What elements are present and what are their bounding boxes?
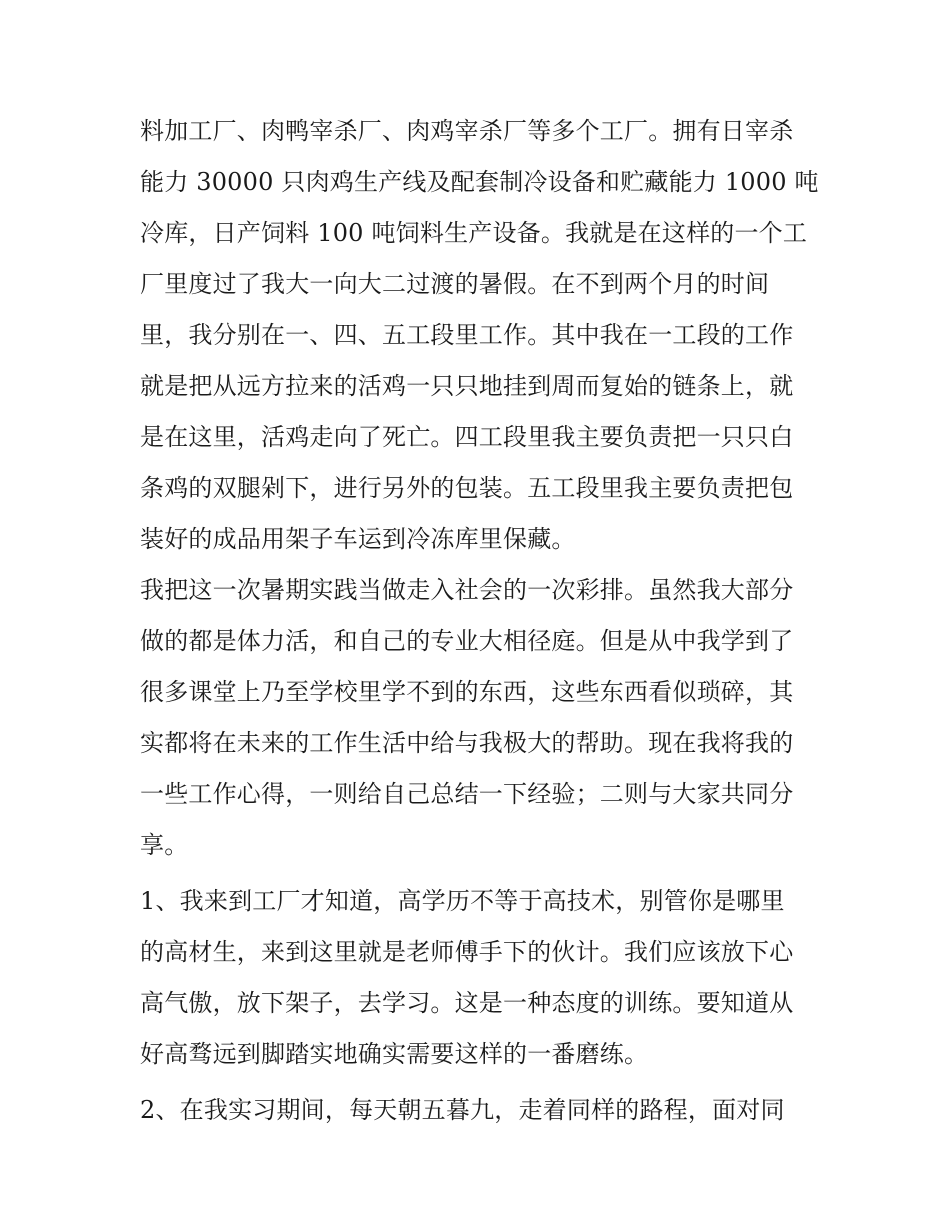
text-line: 料加工厂、肉鸭宰杀厂、肉鸡宰杀厂等多个工厂。拥有日宰杀 [140, 117, 794, 145]
text-line: 高气傲，放下架子，去学习。这是一种态度的训练。要知道从 [140, 989, 794, 1017]
text-line: 很多课堂上乃至学校里学不到的东西，这些东西看似琐碎，其 [140, 678, 794, 706]
text-line: 厂里度过了我大一向大二过渡的暑假。在不到两个月的时间 [140, 270, 770, 298]
paragraph-summer-practice [140, 565, 820, 871]
text-line: 能力 30000 只肉鸡生产线及配套制冷设备和贮藏能力 1000 吨 [140, 168, 819, 196]
paragraph-factory-description [140, 106, 820, 565]
text-line: 享。 [140, 831, 189, 859]
text-line: 好高骛远到脚踏实地确实需要这样的一番磨练。 [140, 1040, 649, 1068]
text-line: 的高材生，来到这里就是老师傅手下的伙计。我们应该放下心 [140, 938, 794, 966]
text-line: 里，我分别在一、四、五工段里工作。其中我在一工段的工作 [140, 321, 794, 349]
paragraph-point-two [140, 1085, 820, 1136]
text-line: 冷库，日产饲料 100 吨饲料生产设备。我就是在这样的一个工 [140, 219, 808, 247]
paragraph-point-one [140, 876, 820, 1080]
document-body [140, 106, 820, 1136]
text-line: 1、我来到工厂才知道，高学历不等于高技术，别管你是哪里 [140, 887, 785, 915]
text-line: 我把这一次暑期实践当做走入社会的一次彩排。虽然我大部分 [140, 576, 794, 604]
text-line: 装好的成品用架子车运到冷冻库里保藏。 [140, 525, 576, 553]
text-line: 2、在我实习期间，每天朝五暮九，走着同样的路程，面对同 [140, 1096, 785, 1124]
text-line: 就是把从远方拉来的活鸡一只只地挂到周而复始的链条上，就 [140, 372, 794, 400]
text-line: 是在这里，活鸡走向了死亡。四工段里我主要负责把一只只白 [140, 423, 794, 451]
text-line: 做的都是体力活，和自己的专业大相径庭。但是从中我学到了 [140, 627, 794, 655]
text-line: 实都将在未来的工作生活中给与我极大的帮助。现在我将我的 [140, 729, 794, 757]
text-line: 一些工作心得，一则给自己总结一下经验；二则与大家共同分 [140, 780, 794, 808]
text-line: 条鸡的双腿剁下，进行另外的包装。五工段里我主要负责把包 [140, 474, 794, 502]
